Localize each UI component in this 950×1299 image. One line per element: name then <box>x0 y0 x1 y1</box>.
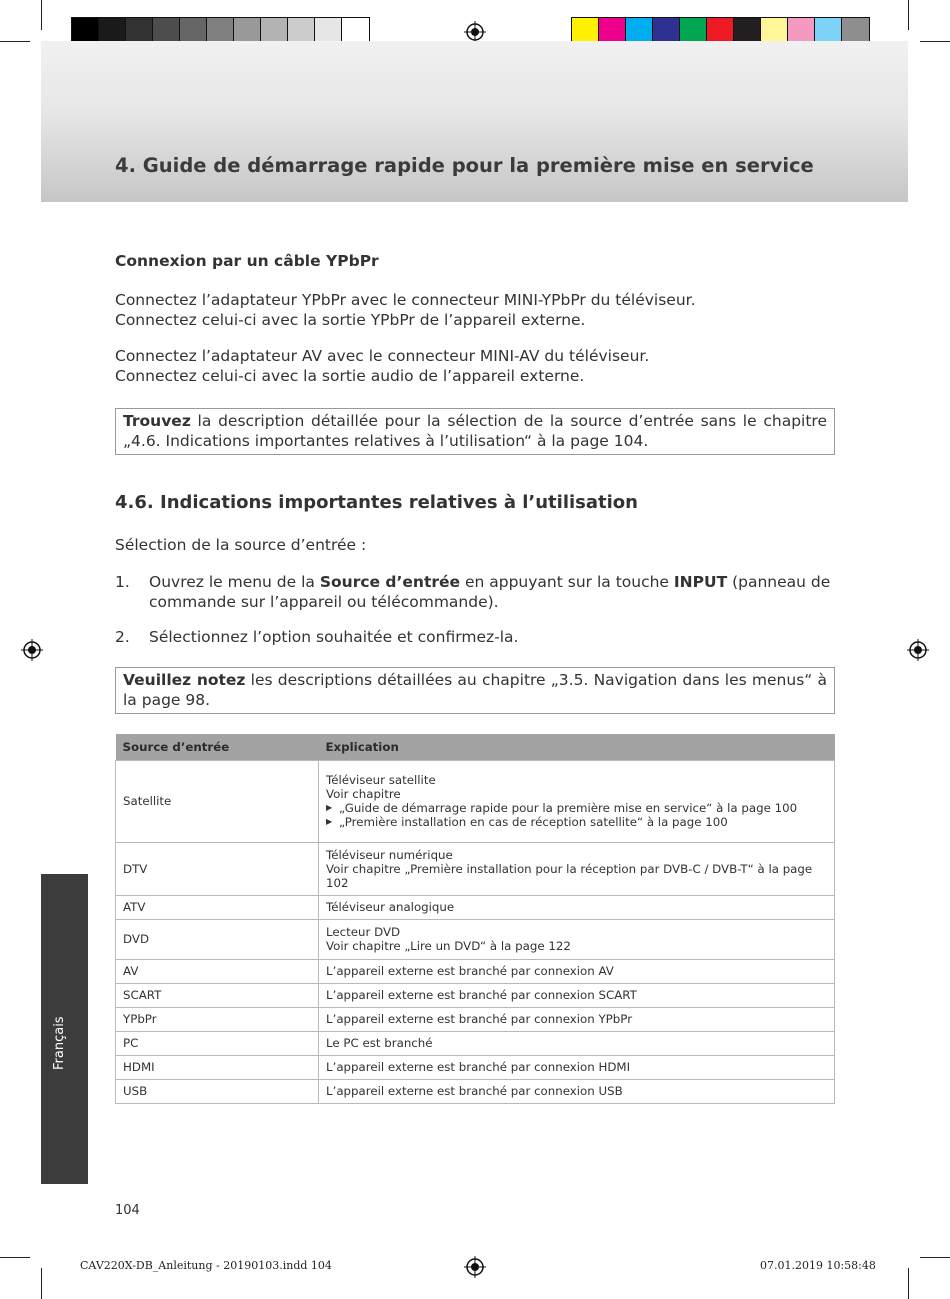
ypbpr-para1-line2: Connectez celui-ci avec la sortie YPbPr de l’appareil externe. <box>115 311 586 329</box>
table-row <box>116 1031 835 1055</box>
table-row <box>116 919 835 959</box>
explanation-cell <box>319 1055 835 1079</box>
source-cell: YPbPr <box>116 1007 319 1031</box>
crop-mark <box>41 0 42 30</box>
registration-mark-icon <box>464 1256 486 1278</box>
reference-bullet: ▶ „Première installation en cas de réception satellite“ à la page 100 <box>326 815 827 829</box>
ypbpr-heading: Connexion par un câble YPbPr <box>115 252 379 270</box>
source-cell: ATV <box>116 895 319 919</box>
explanation-cell <box>319 760 835 842</box>
table-row <box>116 895 835 919</box>
reference-bullet: ▶ „Guide de démarrage rapide pour la première mise en service“ à la page 100 <box>326 801 827 815</box>
explanation-line: Voir chapitre „Lire un DVD“ à la page 122 <box>326 939 571 953</box>
note-box-input-source <box>115 408 835 455</box>
ypbpr-para2-line1: Connectez l’adaptateur AV avec le connecteur MINI-AV du téléviseur. <box>115 347 650 365</box>
file-slug: CAV220X-DB_Anleitung - 20190103.indd 104 <box>80 1259 332 1272</box>
explanation-line: Voir chapitre „Première installation pour la réception par DVB-C / DVB-T“ à la page 102 <box>326 861 813 890</box>
source-cell: PC <box>116 1031 319 1055</box>
explanation-cell <box>319 842 835 895</box>
crop-mark <box>0 41 30 42</box>
table-header-row <box>116 734 835 760</box>
table-row <box>116 1007 835 1031</box>
explanation-line: Voir chapitre <box>326 787 401 801</box>
crop-mark <box>920 41 950 42</box>
crop-mark <box>908 0 909 30</box>
explanation-cell <box>319 959 835 983</box>
note-box-navigation <box>115 667 835 714</box>
explanation-cell <box>319 1031 835 1055</box>
source-cell: DTV <box>116 842 319 895</box>
explanation-line: L’appareil externe est branché par connexion HDMI <box>326 1060 631 1074</box>
registration-mark-icon <box>21 639 43 661</box>
note-bold: Trouvez <box>123 412 191 430</box>
table-row <box>116 1079 835 1103</box>
explanation-line: Téléviseur numérique <box>326 847 453 862</box>
ypbpr-para1-line1: Connectez l’adaptateur YPbPr avec le connecteur MINI-YPbPr du téléviseur. <box>115 291 696 309</box>
header-source: Source d’entrée <box>116 734 319 760</box>
section-46-intro: Sélection de la source d’entrée : <box>115 536 367 554</box>
explanation-cell <box>319 983 835 1007</box>
language-label: Français <box>52 1016 67 1070</box>
explanation-cell <box>319 1007 835 1031</box>
crop-mark <box>920 1257 950 1258</box>
list-number: 2. <box>115 628 130 646</box>
table-body <box>116 760 835 1103</box>
source-cell: HDMI <box>116 1055 319 1079</box>
explanation-line: L’appareil externe est branché par connexion YPbPr <box>326 1012 633 1026</box>
input-source-table <box>115 734 835 1104</box>
ypbpr-para2-line2: Connectez celui-ci avec la sortie audio de l’appareil externe. <box>115 367 585 385</box>
explanation-line: Téléviseur analogique <box>326 900 455 914</box>
list-item <box>115 572 835 612</box>
table-row <box>116 1055 835 1079</box>
list-number: 1. <box>115 573 130 591</box>
crop-mark <box>908 1268 909 1299</box>
note-text: la description détaillée pour la sélection de la source d’entrée sans le chapitre „4.6. Indications importantes relatives à l’utilisation“ à la page 104. <box>123 412 827 450</box>
section-46-heading: 4.6. Indications importantes relatives à l’utilisation <box>115 492 638 513</box>
table-row <box>116 760 835 842</box>
explanation-cell <box>319 895 835 919</box>
chapter-title: 4. Guide de démarrage rapide pour la première mise en service <box>115 154 814 177</box>
table-row <box>116 842 835 895</box>
explanation-line: L’appareil externe est branché par connexion AV <box>326 964 614 978</box>
table-row <box>116 983 835 1007</box>
explanation-cell <box>319 1079 835 1103</box>
note-bold: Veuillez notez <box>123 671 246 689</box>
registration-mark-icon <box>907 639 929 661</box>
explanation-line: L’appareil externe est branché par connexion USB <box>326 1084 623 1098</box>
header-explanation: Explication <box>319 734 835 760</box>
note-text: les descriptions détaillées au chapitre „3.5. Navigation dans les menus“ à la page 98. <box>123 671 827 709</box>
header-band <box>41 41 908 202</box>
source-cell: AV <box>116 959 319 983</box>
list-text: Ouvrez le menu de la Source d’entrée en appuyant sur la touche INPUT (panneau de commande sur l’appareil ou télécommande). <box>149 573 831 611</box>
explanation-cell <box>319 919 835 959</box>
source-cell: USB <box>116 1079 319 1103</box>
page-number: 104 <box>115 1203 140 1218</box>
list-item <box>115 627 835 647</box>
explanation-line: L’appareil externe est branché par connexion SCART <box>326 988 637 1002</box>
print-timestamp: 07.01.2019 10:58:48 <box>760 1259 876 1272</box>
crop-mark <box>41 1268 42 1299</box>
crop-mark <box>0 1257 30 1258</box>
table-row <box>116 959 835 983</box>
source-cell: SCART <box>116 983 319 1007</box>
source-cell: Satellite <box>116 760 319 842</box>
list-text: Sélectionnez l’option souhaitée et confirmez-la. <box>149 628 519 646</box>
explanation-line: Téléviseur satellite <box>326 773 436 787</box>
registration-mark-icon <box>464 21 486 43</box>
source-cell: DVD <box>116 919 319 959</box>
explanation-line: Le PC est branché <box>326 1036 433 1050</box>
explanation-line: Lecteur DVD <box>326 925 401 939</box>
